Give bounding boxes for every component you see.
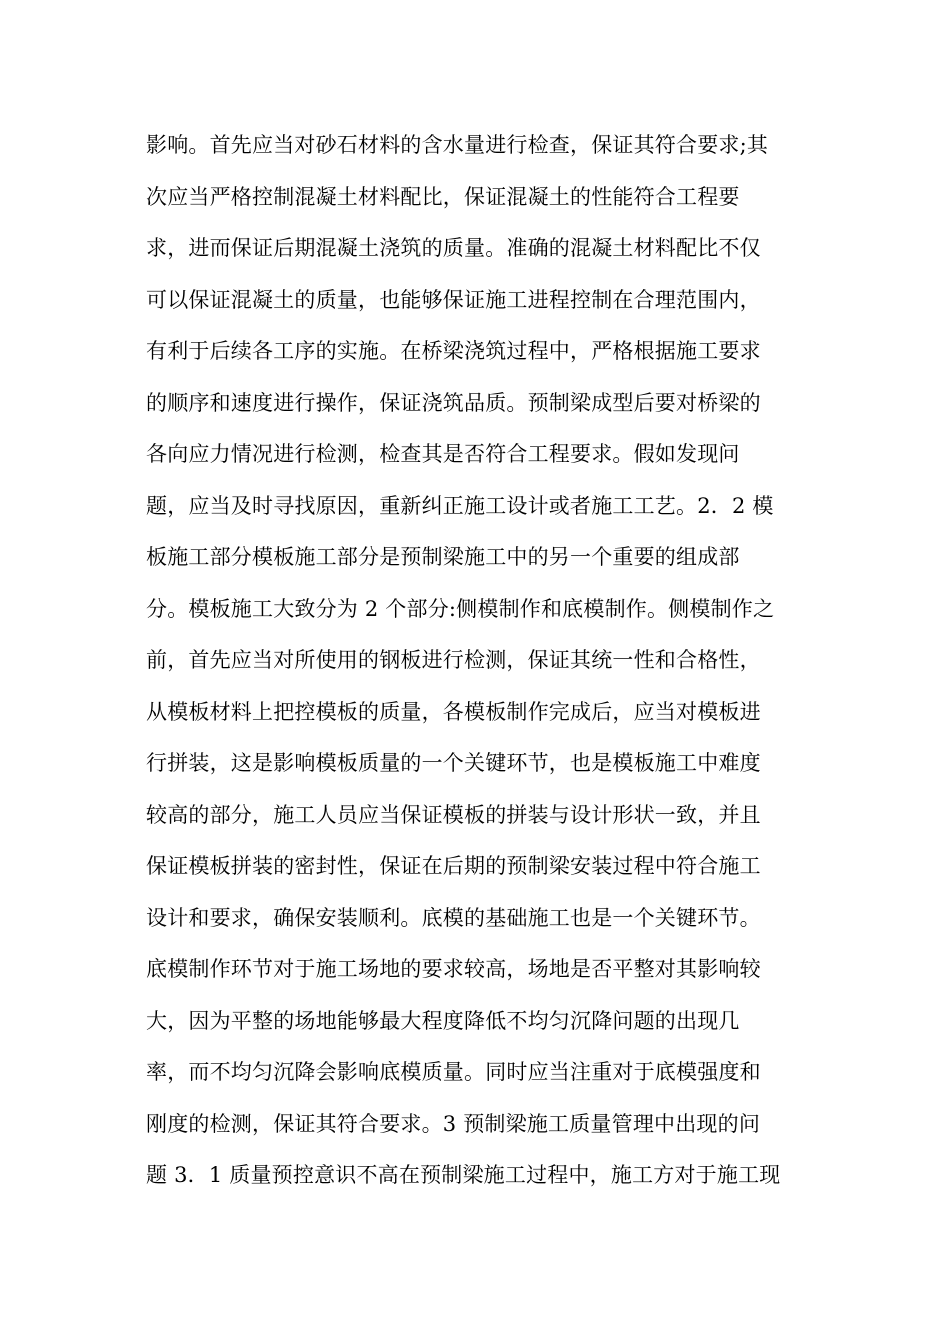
- text-line: 刚度的检测，保证其符合要求。3 预制梁施工质量管理中出现的问: [146, 1111, 761, 1136]
- text-line: 底模制作环节对于施工场地的要求较高，场地是否平整对其影响较: [146, 957, 761, 981]
- text-line: 保证模板拼装的密封性，保证在后期的预制梁安装过程中符合施工: [146, 854, 761, 878]
- text-line: 较高的部分，施工人员应当保证模板的拼装与设计形状一致，并且: [146, 802, 761, 827]
- text-line: 次应当严格控制混凝土材料配比，保证混凝土的性能符合工程要: [146, 184, 740, 209]
- text-line: 从模板材料上把控模板的质量，各模板制作完成后，应当对模板进: [146, 699, 761, 724]
- text-line: 有利于后续各工序的实施。在桥梁浇筑过程中，严格根据施工要求: [146, 339, 761, 363]
- text-line: 行拼装，这是影响模板质量的一个关键环节，也是模板施工中难度: [146, 751, 761, 775]
- text-line: 大，因为平整的场地能够最大程度降低不均匀沉降问题的出现几: [146, 1008, 740, 1033]
- text-line: 影响。首先应当对砂石材料的含水量进行检查，保证其符合要求;其: [146, 133, 769, 157]
- text-line: 求，进而保证后期混凝土浇筑的质量。准确的混凝土材料配比不仅: [146, 236, 761, 260]
- text-line: 各向应力情况进行检测，检查其是否符合工程要求。假如发现问: [146, 442, 740, 466]
- text-line: 板施工部分模板施工部分是预制梁施工中的另一个重要的组成部: [146, 545, 740, 569]
- text-line: 题，应当及时寻找原因，重新纠正施工设计或者施工工艺。2．2 模: [146, 493, 774, 518]
- text-line: 可以保证混凝土的质量，也能够保证施工进程控制在合理范围内，: [146, 287, 761, 312]
- body-text: [146, 120, 826, 1202]
- text-line: 题 3．1 质量预控意识不高在预制梁施工过程中，施工方对于施工现: [146, 1163, 781, 1187]
- text-line: 设计和要求，确保安装顺利。底模的基础施工也是一个关键环节。: [146, 905, 761, 930]
- text-line: 分。模板施工大致分为 2 个部分:侧模制作和底模制作。侧模制作之: [146, 596, 775, 621]
- text-line: 率，而不均匀沉降会影响底模质量。同时应当注重对于底模强度和: [146, 1060, 761, 1084]
- text-line: 的顺序和速度进行操作，保证浇筑品质。预制梁成型后要对桥梁的: [146, 390, 761, 415]
- text-line: 前，首先应当对所使用的钢板进行检测，保证其统一性和合格性，: [146, 648, 761, 672]
